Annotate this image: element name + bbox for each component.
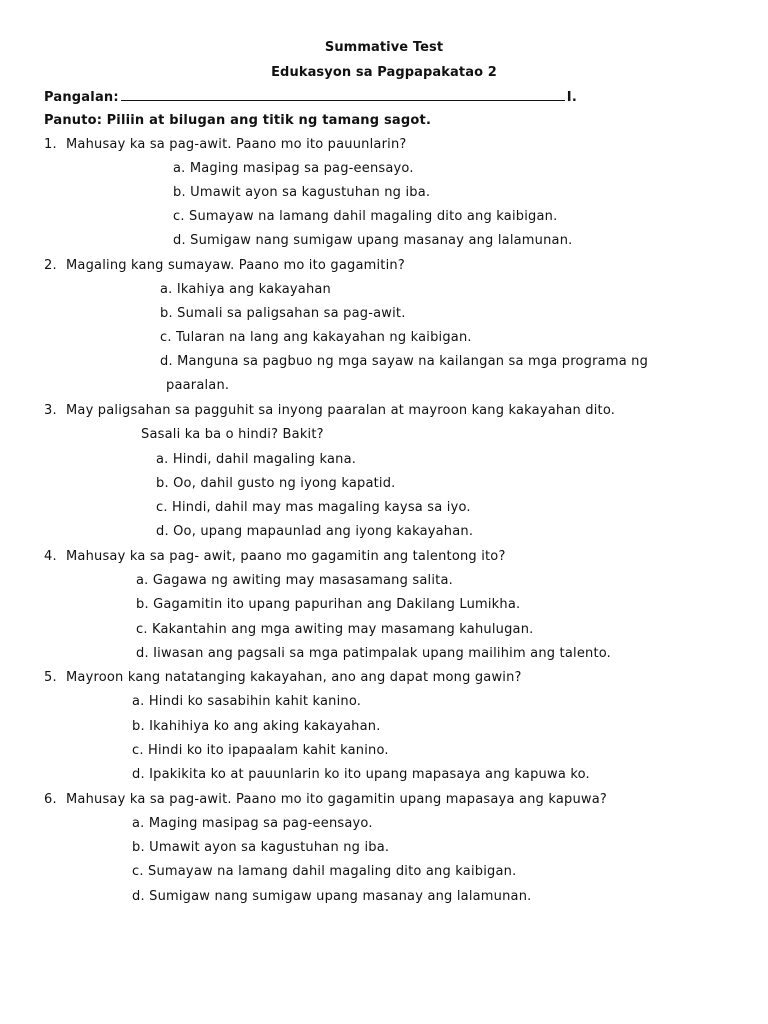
instructions-label: Panuto: <box>44 113 103 128</box>
choice-2b: b. Sumali sa paligsahan sa pag-awit. <box>160 306 406 321</box>
choice-6b: b. Umawit ayon sa kagustuhan ng iba. <box>132 840 390 855</box>
question-text: Magaling kang sumayaw. Paano mo ito gagamitin? <box>66 258 405 273</box>
question-text: Mayroon kang natatanging kakayahan, ano ang dapat mong gawin? <box>66 670 522 685</box>
choice-2c: c. Tularan na lang ang kakayahan ng kaibigan. <box>160 330 472 345</box>
choice-1c: c. Sumayaw na lamang dahil magaling dito ang kaibigan. <box>173 209 558 224</box>
choice-4b: b. Gagamitin ito upang papurihan ang Dakilang Lumikha. <box>136 597 521 612</box>
choice-1d: d. Sumigaw nang sumigaw upang masanay ang lalamunan. <box>173 233 573 248</box>
question-text: Mahusay ka sa pag-awit. Paano mo ito pauunlarin? <box>66 137 407 152</box>
choice-1b: b. Umawit ayon sa kagustuhan ng iba. <box>173 185 431 200</box>
question-text: Mahusay ka sa pag- awit, paano mo gagamitin ang talentong ito? <box>66 549 506 564</box>
name-field <box>44 89 577 106</box>
choice-3c: c. Hindi, dahil may mas magaling kaysa sa iyo. <box>156 500 471 515</box>
choice-6d: d. Sumigaw nang sumigaw upang masanay ang lalamunan. <box>132 889 532 904</box>
choice-3b: b. Oo, dahil gusto ng iyong kapatid. <box>156 476 396 491</box>
choice-3a: a. Hindi, dahil magaling kana. <box>156 452 357 467</box>
instructions-text: Piliin at bilugan ang titik ng tamang sagot. <box>106 113 432 128</box>
choice-6a: a. Maging masipag sa pag-eensayo. <box>132 816 373 831</box>
name-suffix: I. <box>566 90 577 105</box>
question-number: 3. <box>44 403 57 418</box>
choice-4c: c. Kakantahin ang mga awiting may masamang kahulugan. <box>136 622 534 637</box>
name-blank-line <box>121 89 565 101</box>
question-number: 2. <box>44 258 57 273</box>
choice-5b: b. Ikahihiya ko ang aking kakayahan. <box>132 719 381 734</box>
choice-5c: c. Hindi ko ito ipapaalam kahit kanino. <box>132 743 389 758</box>
choice-5d: d. Ipakikita ko at pauunlarin ko ito upang mapasaya ang kapuwa ko. <box>132 767 590 782</box>
choice-2d-continued: paaralan. <box>166 378 230 393</box>
instructions <box>44 113 431 129</box>
question-4 <box>44 549 506 565</box>
question-number: 6. <box>44 792 57 807</box>
choice-2d: d. Manguna sa pagbuo ng mga sayaw na kailangan sa mga programa ng <box>160 354 649 369</box>
test-title: Summative Test <box>324 40 444 55</box>
choice-4d: d. Iiwasan ang pagsali sa mga patimpalak upang mailihim ang talento. <box>136 646 612 661</box>
question-3 <box>44 403 615 419</box>
question-2 <box>44 258 405 274</box>
question-1 <box>44 137 407 153</box>
question-6 <box>44 792 607 808</box>
name-label: Pangalan: <box>44 90 119 105</box>
subject-title: Edukasyon sa Pagpapakatao 2 <box>271 65 497 80</box>
choice-5a: a. Hindi ko sasabihin kahit kanino. <box>132 694 362 709</box>
choice-6c: c. Sumayaw na lamang dahil magaling dito ang kaibigan. <box>132 864 517 879</box>
choice-1a: a. Maging masipag sa pag-eensayo. <box>173 161 414 176</box>
question-number: 5. <box>44 670 57 685</box>
question-number: 1. <box>44 137 57 152</box>
question-text: Mahusay ka sa pag-awit. Paano mo ito gagamitin upang mapasaya ang kapuwa? <box>66 792 607 807</box>
choice-3d: d. Oo, upang mapaunlad ang iyong kakayahan. <box>156 524 474 539</box>
question-5 <box>44 670 522 686</box>
choice-2a: a. Ikahiya ang kakayahan <box>160 282 332 297</box>
choice-4a: a. Gagawa ng awiting may masasamang salita. <box>136 573 453 588</box>
question-text: May paligsahan sa pagguhit sa inyong paaralan at mayroon kang kakayahan dito. <box>66 403 616 418</box>
question-3-followup: Sasali ka ba o hindi? Bakit? <box>141 427 324 442</box>
question-number: 4. <box>44 549 57 564</box>
